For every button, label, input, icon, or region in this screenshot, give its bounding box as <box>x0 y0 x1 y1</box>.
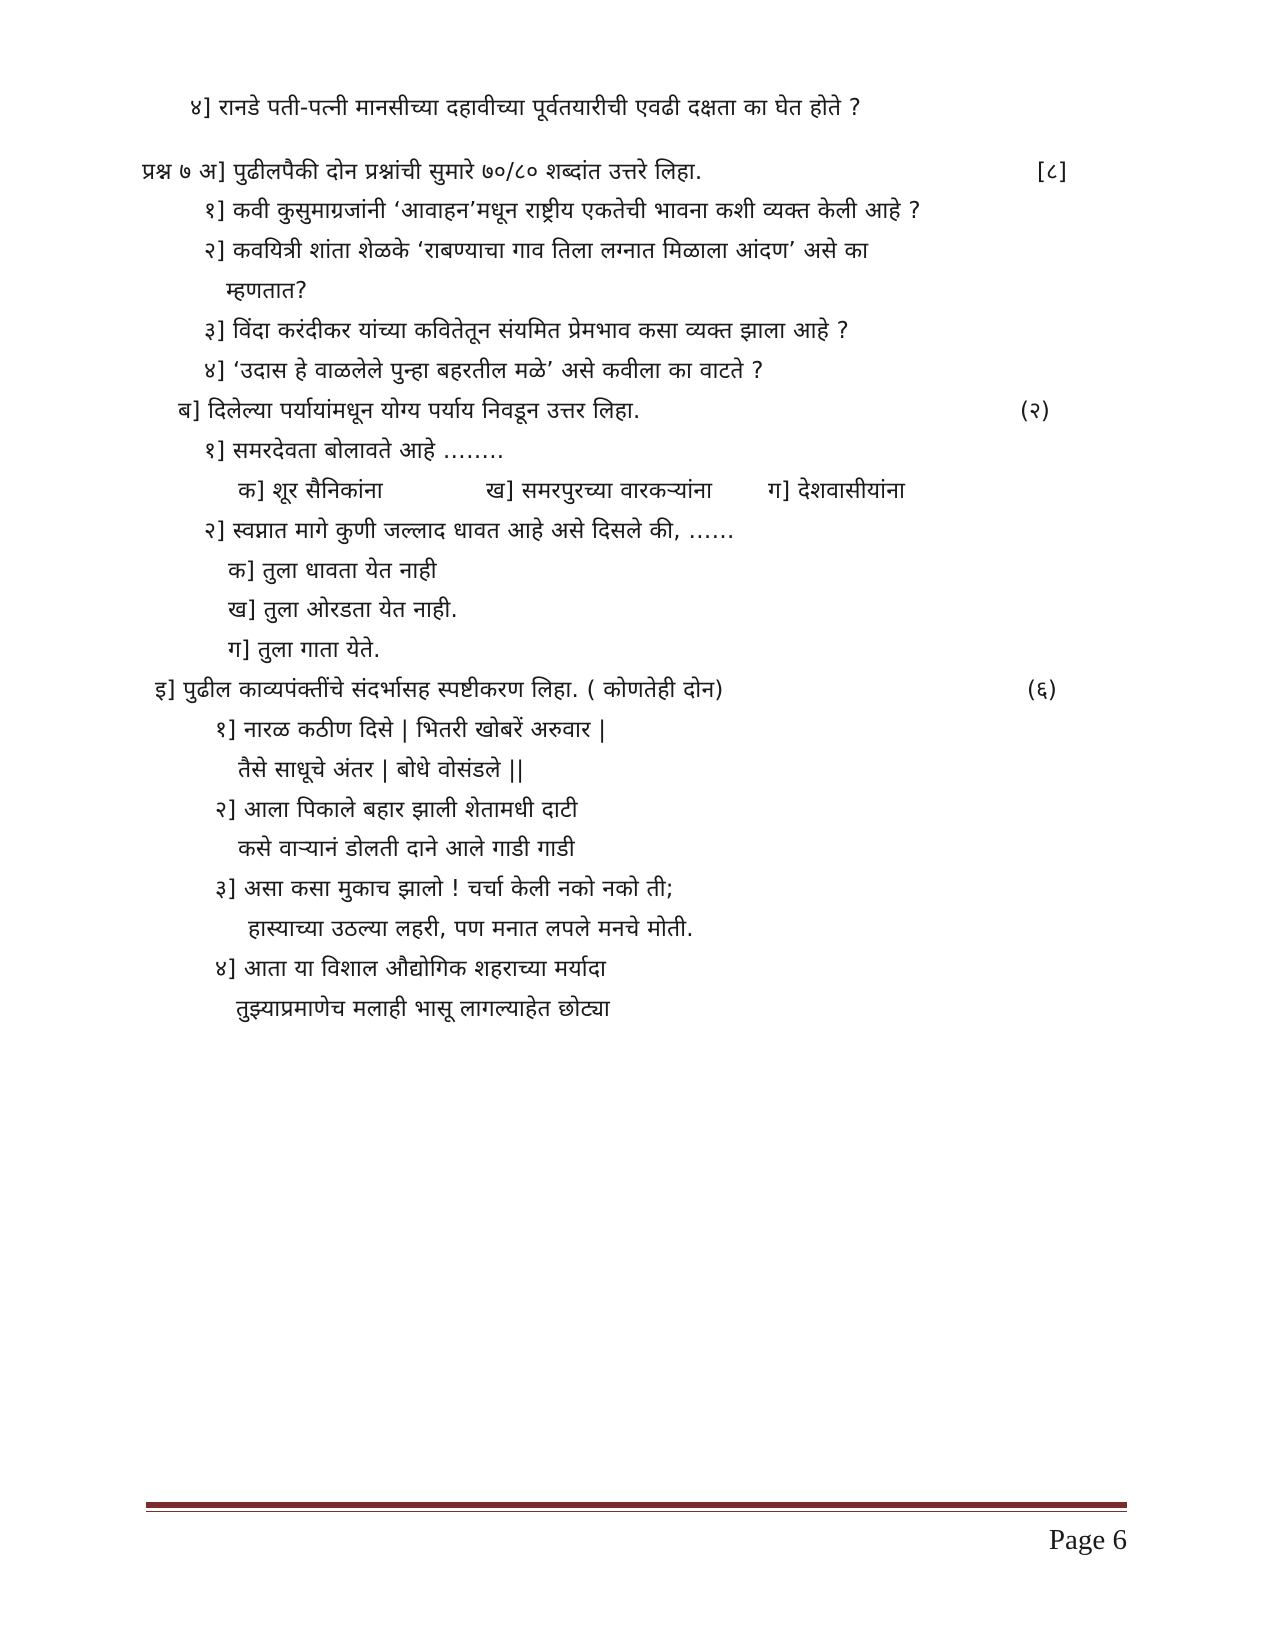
footer-rule-thin <box>146 1511 1127 1512</box>
verse-4-line-1: ४] आता या विशाल औद्योगिक शहराच्या मर्यादा <box>215 956 607 982</box>
verse-3-line-1: ३] असा कसा मुकाच झालो ! चर्चा केली नको नको ती; <box>215 876 674 902</box>
page-number: Page 6 <box>1048 1524 1127 1556</box>
question-7a-item-4: ४] ‘उदास हे वाळलेले पुन्हा बहरतील मळे’ असे कवीला का वाटते ? <box>204 358 764 384</box>
verse-2-line-1: २] आला पिकाले बहार झाली शेतामधी दाटी <box>215 797 578 823</box>
question-7b-item-2-option-kha: ख] तुला ओरडता येत नाही. <box>228 597 459 623</box>
verse-1-line-2: तैसे साधूचे अंतर | बोधे वोसंडले || <box>238 757 525 783</box>
verse-3-line-2: हास्याच्या उठल्या लहरी, पण मनात लपले मनचे मोती. <box>248 916 694 942</box>
question-6-item-4: ४] रानडे पती-पत्नी मानसीच्या दहावीच्या पूर्वतयारीची एवढी दक्षता का घेत होते ? <box>190 95 862 121</box>
question-7b-item-2-option-ka: क] तुला धावता येत नाही <box>228 558 437 584</box>
question-7b-heading: ब] दिलेल्या पर्यायांमधून योग्य पर्याय निवडून उत्तर लिहा. <box>178 398 641 424</box>
question-7a-heading: प्रश्न ७ अ] पुढीलपैकी दोन प्रश्नांची सुमारे ७०/८० शब्दांत उत्तरे लिहा. <box>142 159 703 185</box>
verse-2-line-2: कसे वाऱ्यानं डोलती दाने आले गाडी गाडी <box>238 836 575 862</box>
question-7b-item-1: १] समरदेवता बोलावते आहे …….. <box>204 438 505 464</box>
question-7b-item-1-options <box>238 476 905 506</box>
question-7b-item-2-option-ga: ग] तुला गाता येते. <box>228 637 381 663</box>
question-7a-item-2-cont: म्हणतात? <box>226 278 308 304</box>
question-7c-heading: इ] पुढील काव्यपंक्तींचे संदर्भासह स्पष्टीकरण लिहा. ( कोणतेही दोन) <box>155 677 724 703</box>
question-7a-item-2: २] कवयित्री शांता शेळके ‘राबण्याचा गाव तिला लग्नात मिळाला आंदण’ असे का <box>204 238 869 264</box>
verse-4-line-2: तुझ्याप्रमाणेच मलाही भासू लागल्याहेत छोट्या <box>236 996 611 1022</box>
question-7a-item-1: १] कवी कुसुमाग्रजांनी ‘आवाहन’मधून राष्ट्रीय एकतेची भावना कशी व्यक्त केली आहे ? <box>204 198 921 224</box>
question-7b-item-2: २] स्वप्नात मागे कुणी जल्लाद धावत आहे असे दिसले की, …… <box>204 518 735 544</box>
option-ga: ग] देशवासीयांना <box>768 478 906 504</box>
option-ka: क] शूर सैनिकांना <box>238 478 383 504</box>
verse-1-line-1: १] नारळ कठीण दिसे | भितरी खोबरें अरुवार | <box>215 717 607 743</box>
option-kha: ख] समरपुरच्या वारकऱ्यांना <box>486 478 713 504</box>
footer-rule <box>146 1502 1127 1508</box>
question-7a-marks: [८] <box>1037 159 1067 185</box>
question-7c-marks: (६) <box>1027 677 1057 703</box>
question-7a-item-3: ३] विंदा करंदीकर यांच्या कवितेतून संयमित प्रेमभाव कसा व्यक्त झाला आहे ? <box>204 318 849 344</box>
question-7b-marks: (२) <box>1020 398 1050 424</box>
